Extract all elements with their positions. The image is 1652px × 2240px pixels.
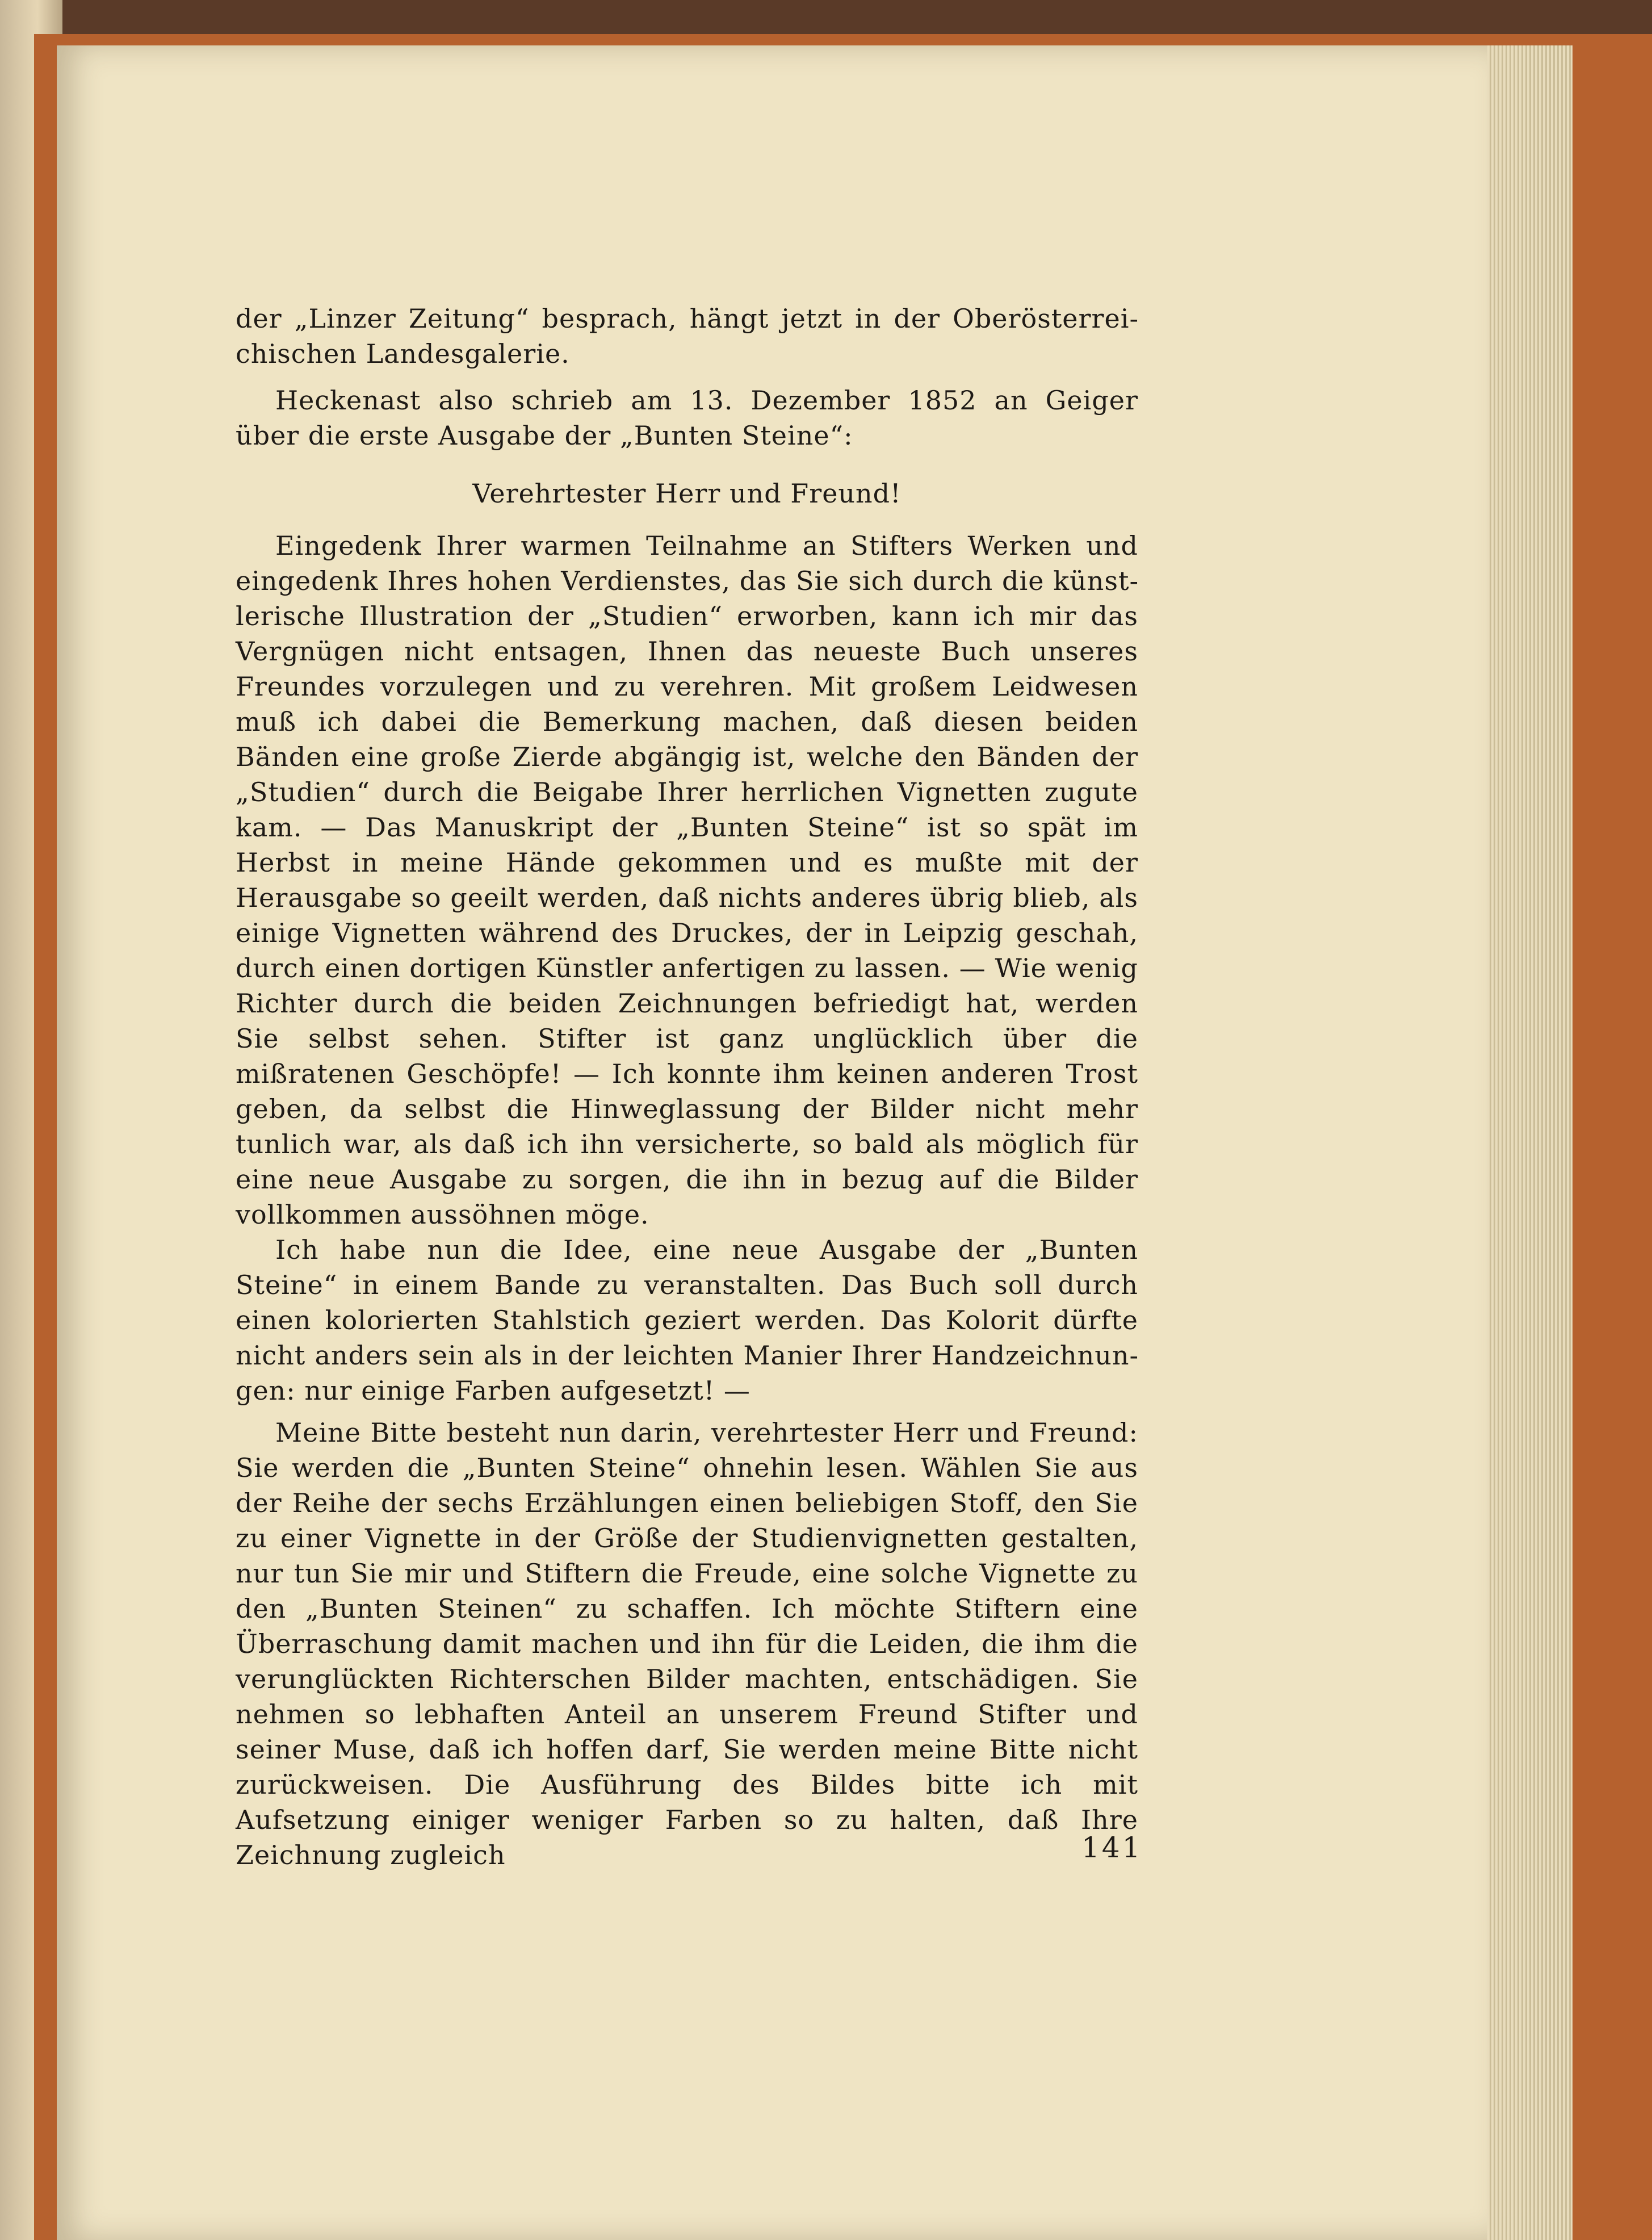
page-block-edges — [1487, 45, 1573, 2240]
paragraph: Eingedenk Ihrer warmen Teilnahme an Stifters Werken und eingedenk Ihres hohen Verdienstes, das Sie sich durch die künstlerische Illustration der „Studien“ erworben, kann ich mir das Vergnügen nicht entsagen, Ihnen das neueste Buch unseres Freundes vorzulegen und zu verehren. Mit großem Leidwesen muß ich dabei die Bemerkung machen, daß diesen beiden Bänden eine große Zierde abgängig ist, welche den Bänden der „Studien“ durch die Beigabe Ihrer herrlichen Vignetten zugute kam. — Das Manuskript der „Bunten Steine“ ist so spät im Herbst in meine Hände gekommen und es mußte mit der Herausgabe so geeilt werden, daß nichts anderes übrig blieb, als einige Vignetten während des Druckes, der in Leipzig geschah, durch einen dortigen Künstler anfertigen zu lassen. — Wie wenig Richter durch die beiden Zeichnungen befriedigt hat, werden Sie selbst sehen. Stifter ist ganz unglücklich über die mißratenen Geschöpfe! — Ich konnte ihm keinen anderen Trost geben, da selbst die Hinweglassung der Bilder nicht mehr tunlich war, als daß ich ihn versicherte, so bald als möglich für eine neue Ausgabe zu sorgen, die ihn in bezug auf die Bilder vollkommen aussöhnen möge. — [236, 530, 1138, 1230]
paragraph: der „Linzer Zeitung“ besprach, hängt jetzt in der Oberösterreichischen Landesgalerie. — [236, 303, 1138, 369]
paragraph: Heckenast also schrieb am 13. Dezember 1852 an Geiger über die erste Ausgabe der „Bunten Steine“: — [236, 385, 1138, 451]
paragraph: Ich habe nun die Idee, eine neue Ausgabe der „Bunten Steine“ in einem Bande zu veranstalten. Das Buch soll durch einen kolorierten Stahlstich geziert werden. Das Kolorit dürfte nicht anders sein als in der leichten Manier Ihrer Handzeichnungen: nur einige Farben aufgesetzt! — — [236, 1234, 1138, 1406]
body-text — [236, 301, 1138, 1873]
page-number: 141 — [1081, 1831, 1143, 1864]
paragraph: Meine Bitte besteht nun darin, verehrtester Herr und Freund: Sie werden die „Bunten Steine“ ohnehin lesen. Wählen Sie aus der Reihe der sechs Erzählungen einen beliebigen Stoff, den Sie zu einer Vignette in der Größe der Studienvignetten gestalten, nur tun Sie mir und Stiftern die Freude, eine solche Vignette zu den „Bunten Steinen“ zu schaffen. Ich möchte Stiftern eine Überraschung damit machen und ihn für die Leiden, die ihm die verunglückten Richterschen Bilder machten, entschädigen. Sie nehmen so lebhaften Anteil an unserem Freund Stifter und seiner Muse, daß ich hoffen darf, Sie werden meine Bitte nicht zurückweisen. Die Ausführung des Bildes bitte ich mit Aufsetzung einiger weniger Farben so zu halten, daß Ihre Zeichnung zugleich — [236, 1417, 1138, 1870]
letter-salutation: Verehrtester Herr und Freund! — [472, 478, 902, 509]
